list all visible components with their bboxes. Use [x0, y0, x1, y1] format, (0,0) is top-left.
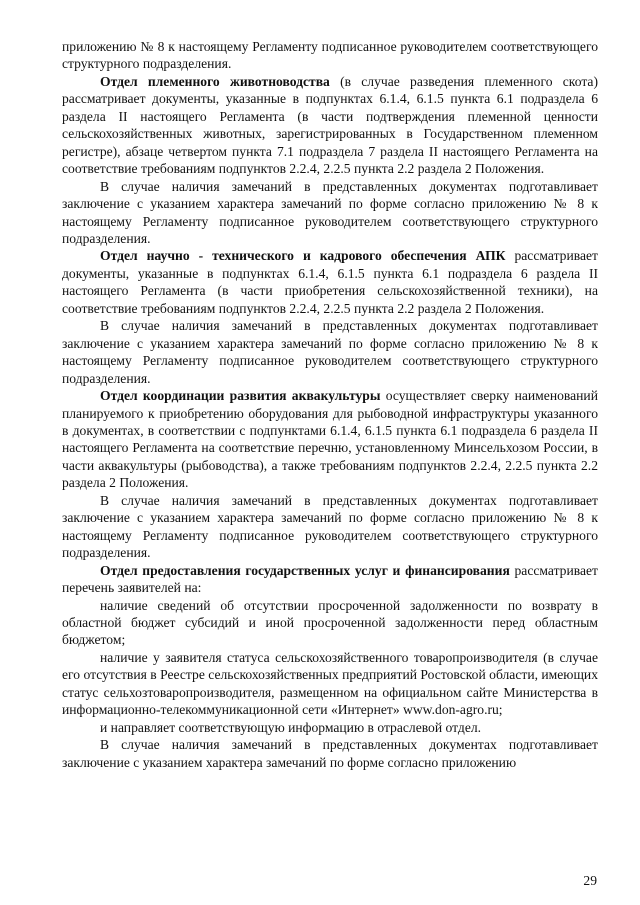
paragraph-forwarding: и направляет соответствующую информацию в отраслевой отдел. — [100, 719, 482, 735]
paragraph-remarks: В случае наличия замечаний в представленных документах подготавливает заключение с указанием характера замечаний по форме согласно приложению № 8 к настоящему Регламенту подписанное руководителем соответствующего структурного подразделения. — [62, 492, 598, 561]
paragraph-remarks: В случае наличия замечаний в представленных документах подготавливает заключение с указанием характера замечаний по форме согласно приложению № 8 к настоящему Регламенту подписанное руководителем соответствующего структурного подразделения. — [62, 178, 598, 246]
paragraph-debt-check: наличие сведений об отсутствии просроченной задолженности по возврату в областной бюджет субсидий и иной просроченной задолженности перед областным бюджетом; — [62, 597, 598, 648]
paragraph-producer-status: наличие у заявителя статуса сельскохозяйственного товаропроизводителя (в случае его отсутствия в Реестре сельскохозяйственных предприятий Ростовской области, имеющих статус сельхозтоваропроизводителя, размещенном на официальном сайте Министерства в информационно-телекоммуникационной сети «Интернет» www.don-agro.ru; — [62, 649, 598, 718]
department-heading: Отдел предоставления государственных услуг и финансирования — [100, 562, 510, 578]
department-heading: Отдел научно - технического и кадрового обеспечения АПК — [100, 248, 506, 264]
department-heading: Отдел племенного животноводства — [100, 73, 330, 89]
paragraph-remarks: В случае наличия замечаний в представленных документах подготавливает заключение с указанием характера замечаний по форме согласно приложению № 8 к настоящему Регламенту подписанное руководителем соответствующего структурного подразделения. — [62, 318, 598, 386]
paragraph-state-services: Отдел предоставления государственных услуг и финансирования рассматривает перечень заявителей на: — [62, 562, 598, 596]
paragraph-aquaculture: Отдел координации развития аквакультуры осуществляет сверку наименований планируемого к приобретению оборудования для рыбоводной инфраструктуры указанного в документах, в соответствии с подпунктами 6.1.4, 6.1.5 пункта 6.1 подраздела 6 раздела II настоящего Регламента на соответствие перечню, установленному Минсельхозом России, в части аквакультуры (рыбоводства), а также требованиям подпунктов 2.2.4, 2.2.5 пункта 2.2 раздела 2 Положения. — [62, 388, 598, 491]
paragraph-breeding-livestock: Отдел племенного животноводства (в случае разведения племенного скота) рассматривает документы, указанные в подпунктах 6.1.4, 6.1.5 пункта 6.1 подраздела 6 раздела II настоящего Регламента (в части подтверждения племенной ценности сельскохозяйственных животных, зарегистрированных в Государственном племенном регистре), абзаце четвертом пункта 7.1 подраздела 7 раздела II настоящего Регламента на соответствие требованиям подпунктов 2.2.4, 2.2.5 пункта 2.2 раздела 2 Положения. — [62, 73, 598, 177]
paragraph-continuation: приложению № 8 к настоящему Регламенту подписанное руководителем соответствующего структурного подразделения. — [62, 39, 598, 72]
department-heading: Отдел координации развития аквакультуры — [100, 388, 381, 404]
paragraph-remarks: В случае наличия замечаний в представленных документах подготавливает заключение с указанием характера замечаний по форме согласно приложению — [62, 737, 598, 770]
page-number: 29 — [583, 873, 597, 888]
paragraph-scientific-technical: Отдел научно - технического и кадрового обеспечения АПК рассматривает документы, указанные в подпунктах 6.1.4, 6.1.5 пункта 6.1 подраздела 6 раздела II настоящего Регламента (в части приобретения сельскохозяйственной техники), на соответствие требованиям подпунктов 2.2.4, 2.2.5 пункта 2.2 раздела 2 Положения. — [62, 248, 598, 316]
document-page — [62, 38, 598, 771]
